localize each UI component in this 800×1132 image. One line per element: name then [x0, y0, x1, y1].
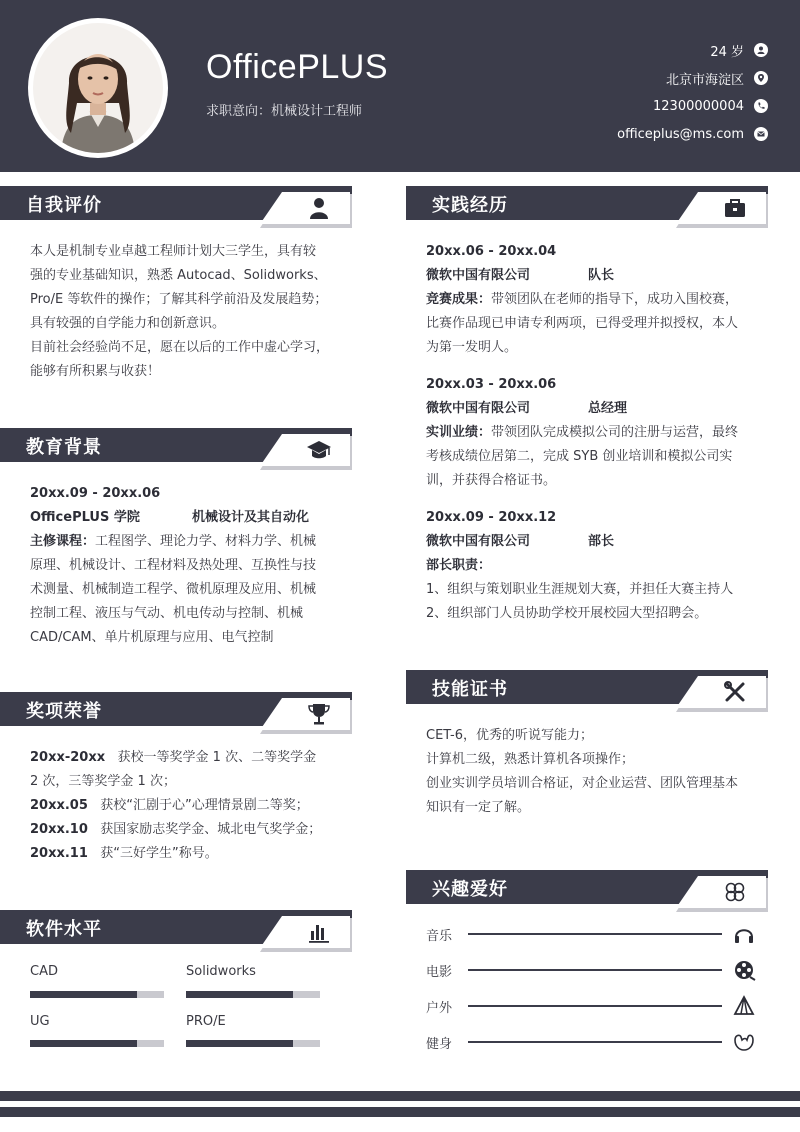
skill-level-fill [186, 1040, 293, 1047]
practice-label: 部长职责： [426, 558, 492, 573]
award-item [30, 818, 350, 842]
awards-body [30, 746, 350, 866]
contact-location [508, 64, 768, 92]
practice-period: 20xx.06 - 20xx.04 [426, 244, 557, 259]
role-name: 总经理 [588, 401, 628, 416]
award-date: 20xx.10 [30, 822, 88, 837]
phone-icon [754, 99, 768, 113]
skill-name: CAD [30, 964, 58, 979]
skill-name: Solidworks [186, 964, 256, 979]
briefcase-icon [722, 195, 748, 221]
text-line: 带领团队完成模拟公司的注册与运营，最终 [491, 425, 739, 440]
education-header [0, 428, 352, 470]
text-line: 强的专业基础知识，熟悉 Autocad、Solidworks、 [30, 268, 327, 283]
text-line: 目前社会经验尚不足，愿在以后的工作中虚心学习， [30, 340, 330, 355]
text-line: 能够有所积累与收获！ [30, 364, 161, 379]
skill-level-bar [30, 991, 164, 998]
section-title: 教育背景 [26, 437, 102, 458]
hobby-item [426, 1030, 756, 1054]
section-title: 软件水平 [26, 919, 102, 940]
bar-chart-icon [306, 919, 332, 945]
award-item [30, 746, 350, 770]
text-line: 术测量、机械制造工程学、微机原理及应用、机械 [30, 582, 317, 597]
email-icon [754, 127, 768, 141]
muscle-icon [732, 1030, 756, 1054]
location-text: 北京市海淀区 [665, 72, 744, 88]
practice-item [426, 373, 771, 493]
location-icon [754, 71, 768, 85]
skill-level-bar [186, 1040, 320, 1047]
awards-header [0, 692, 352, 734]
practice-company-row [426, 530, 771, 554]
education-school-row [30, 506, 350, 530]
text-line: 考核成绩位居第二，完成 SYB 创业培训和模拟公司实 [426, 449, 733, 464]
section-title: 奖项荣誉 [26, 701, 102, 722]
education-body [30, 482, 350, 650]
text-line: 知识有一定了解。 [426, 800, 531, 815]
age-text: 24 岁 [710, 44, 744, 60]
award-item [30, 794, 350, 818]
skill-level-bar [30, 1040, 164, 1047]
section-title: 技能证书 [432, 679, 508, 700]
text-line: 2、组织部门人员协助学校开展校园大型招聘会。 [426, 606, 708, 621]
text-line: 控制工程、液压与气动、机电传动与控制、机械 [30, 606, 304, 621]
text-line: 原理、机械设计、工程材料及热处理、互换性与技 [30, 558, 317, 573]
company-name: 微软中国有限公司 [426, 401, 531, 416]
practice-item [426, 240, 771, 360]
practice-company-row [426, 397, 771, 421]
software-header [0, 910, 352, 952]
text-line: CAD/CAM、单片机原理与应用、电气控制 [30, 630, 274, 645]
practice-item [426, 506, 771, 626]
self-eval-body [30, 240, 350, 384]
text-line: 本人是机制专业卓越工程师计划大三学生，具有较 [30, 244, 317, 259]
award-date: 20xx.11 [30, 846, 88, 861]
person-icon [754, 43, 768, 57]
text-line: 具有较强的自学能力和创新意识。 [30, 316, 226, 331]
hobby-item [426, 994, 756, 1018]
section-title: 自我评价 [26, 195, 102, 216]
school-name: OfficePLUS 学院 [30, 510, 140, 525]
footer-stripe-top [0, 1091, 800, 1101]
skill-level-fill [186, 991, 293, 998]
text-line: 创业实训学员培训合格证，对企业运营、团队管理基本 [426, 776, 739, 791]
hobbies-header [406, 870, 768, 912]
footer-stripe-bottom [0, 1107, 800, 1117]
practice-label: 实训业绩： [426, 425, 492, 440]
tools-icon [722, 679, 748, 705]
award-item [30, 842, 350, 866]
text-line: Pro/E 等软件的操作；了解其科学前沿及发展趋势； [30, 292, 328, 307]
award-text: 获国家励志奖学金、城北电气奖学金； [100, 822, 322, 837]
film-reel-icon [732, 958, 756, 982]
courses-label: 主修课程： [30, 534, 96, 549]
company-name: 微软中国有限公司 [426, 268, 531, 283]
practice-period: 20xx.09 - 20xx.12 [426, 510, 557, 525]
company-name: 微软中国有限公司 [426, 534, 531, 549]
role-name: 部长 [588, 534, 615, 549]
candidate-name: OfficePLUS [206, 48, 389, 86]
text-line: 计算机二级，熟悉计算机各项操作； [426, 752, 635, 767]
hobby-item [426, 958, 756, 982]
major-name: 机械设计及其自动化 [192, 510, 310, 525]
tent-icon [732, 994, 756, 1018]
skill-name: PRO/E [186, 1014, 226, 1029]
hobby-name: 户外 [426, 1000, 453, 1016]
education-period: 20xx.09 - 20xx.06 [30, 486, 161, 501]
clover-icon [722, 879, 748, 905]
hobby-name: 音乐 [426, 928, 453, 944]
hobby-name: 健身 [426, 1036, 453, 1052]
practice-company-row [426, 264, 771, 288]
headphones-icon [732, 922, 756, 946]
award-date: 20xx-20xx [30, 750, 106, 765]
skill-level-fill [30, 1040, 137, 1047]
award-date: 20xx.05 [30, 798, 88, 813]
award-text: 获校“汇剧于心”心理情景剧二等奖； [100, 798, 309, 813]
graduation-cap-icon [306, 437, 332, 463]
contact-email [508, 120, 768, 148]
hobby-name: 电影 [426, 964, 453, 980]
skill-level-fill [30, 991, 137, 998]
trophy-icon [306, 701, 332, 727]
email-text: officeplus@ms.com [617, 126, 744, 142]
profile-photo [28, 18, 168, 158]
text-line: CET-6，优秀的听说写能力； [426, 728, 594, 743]
section-title: 兴趣爱好 [432, 879, 508, 900]
contact-age [508, 36, 768, 64]
text-line: 带领团队在老师的指导下，成功入围校赛， [491, 292, 739, 307]
contact-info [508, 36, 768, 148]
text-line: 工程图学、理论力学、材料力学、机械 [95, 534, 317, 549]
person-icon [306, 195, 332, 221]
role-name: 队长 [588, 268, 615, 283]
award-text: 2 次，三等奖学金 1 次； [30, 774, 176, 789]
phone-text: 12300000004 [653, 98, 744, 114]
text-line: 比赛作品现已申请专利两项，已得受理并拟授权，本人 [426, 316, 739, 331]
practice-label: 竞赛成果： [426, 292, 492, 307]
certs-header [406, 670, 768, 712]
text-line: 训，并获得合格证书。 [426, 473, 557, 488]
self-eval-header [0, 186, 352, 228]
practice-period: 20xx.03 - 20xx.06 [426, 377, 557, 392]
hobby-item [426, 922, 756, 946]
award-text: 获校一等奖学金 1 次、二等奖学金 [117, 750, 317, 765]
award-text: 获“三好学生”称号。 [100, 846, 218, 861]
text-line: 为第一发明人。 [426, 340, 518, 355]
contact-phone [508, 92, 768, 120]
job-intent: 求职意向：机械设计工程师 [206, 104, 363, 119]
skill-name: UG [30, 1014, 50, 1029]
section-title: 实践经历 [432, 195, 508, 216]
skill-level-bar [186, 991, 320, 998]
resume-header [0, 0, 800, 172]
practice-header [406, 186, 768, 228]
award-item [30, 770, 350, 794]
text-line: 1、组织与策划职业生涯规划大赛，并担任大赛主持人 [426, 582, 734, 597]
certs-body [426, 724, 771, 820]
avatar-image [33, 23, 163, 153]
